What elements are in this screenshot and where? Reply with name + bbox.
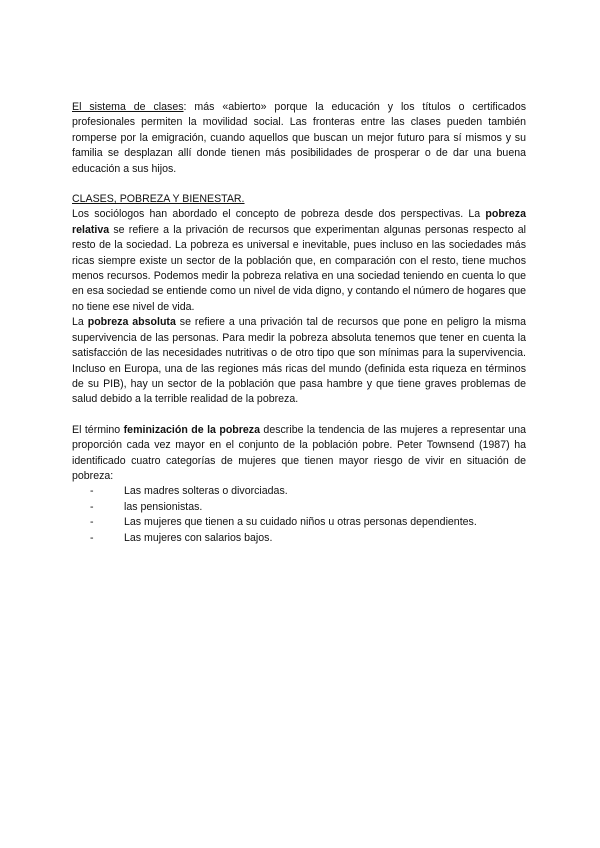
list-item-text: Las mujeres con salarios bajos. <box>124 531 273 544</box>
list-item-text: Las mujeres que tienen a su cuidado niños u otras personas dependientes. <box>124 516 477 529</box>
paragraph-gap <box>72 177 526 192</box>
text-span: se refiere a una privación tal de recursos que pone en peligro la misma supervivencia de las personas. Para medir la pobreza absoluta tenemos que tener en cuenta la satisfacción de las necesidades nutritivas o de otro tipo que son mínimas para la supervivencia. Incluso en Europa, una de las regiones más ricas del mundo (definida esta riqueza en términos de su PIB), hay un sector de la población que pasa hambre y que tiene graves problemas de salud debido a la terrible realidad de la pobreza. <box>72 316 527 406</box>
list-item <box>90 515 526 530</box>
list-item <box>90 500 526 515</box>
paragraph-class-system <box>72 100 526 177</box>
dash-marker: - <box>90 531 94 544</box>
section-heading-text: CLASES, POBREZA Y BIENESTAR. <box>72 193 245 206</box>
text-span: La <box>72 316 88 329</box>
list-item-text: Las madres solteras o divorciadas. <box>124 485 288 498</box>
dash-marker: - <box>90 485 94 498</box>
risk-categories-list <box>72 484 526 546</box>
term-relative-poverty: pobreza relativa <box>72 208 526 236</box>
list-item <box>90 531 526 546</box>
term-absolute-poverty: pobreza absoluta <box>87 316 176 329</box>
dash-marker: - <box>90 516 94 529</box>
dash-marker: - <box>90 500 94 513</box>
document-page <box>72 100 526 546</box>
text-span: Los sociólogos han abordado el concepto de pobreza desde dos perspectivas. La <box>72 208 486 221</box>
paragraph-feminization <box>72 423 526 485</box>
list-item <box>90 484 526 499</box>
class-system-term: El sistema de clases <box>72 101 184 113</box>
term-feminization: feminización de la pobreza <box>123 423 260 436</box>
class-system-text: : más «abierto» porque la educación y los títulos o certificados profesionales permiten la movilidad social. Las fronteras entre las clases pueden también romperse por la emigración, cuando aquellos que buscan un mejor futuro para sí mismos y su familia se desplazan allí donde tienen más posibilidades de prosperar o de dar una buena educación a sus hijos. <box>72 101 527 175</box>
text-span: El término <box>72 423 124 436</box>
paragraph-gap <box>72 408 526 423</box>
text-span: se refiere a la privación de recursos que experimentan algunas personas respecto al resto de la sociedad. La pobreza es universal e inevitable, pues incluso en las sociedades más ricas siempre existe un sector de la población que, en comparación con el resto, tiene muchos menos recursos. Podemos medir la pobreza relativa en una sociedad teniendo en cuenta lo que en esa sociedad se entiende como un nivel de vida digno, y contando el número de hogares que no tiene ese nivel de vida. <box>72 223 526 313</box>
list-item-text: las pensionistas. <box>124 500 203 513</box>
text-span: describe la tendencia de las mujeres a representar una proporción cada vez mayor en el conjunto de la población pobre. Peter Townsend (1987) ha identificado cuatro categorías de mujeres que tienen mayor riesgo de vivir en situación de pobreza: <box>72 423 527 482</box>
paragraph-relative-poverty <box>72 207 526 315</box>
section-heading <box>72 192 526 207</box>
paragraph-absolute-poverty <box>72 315 526 407</box>
